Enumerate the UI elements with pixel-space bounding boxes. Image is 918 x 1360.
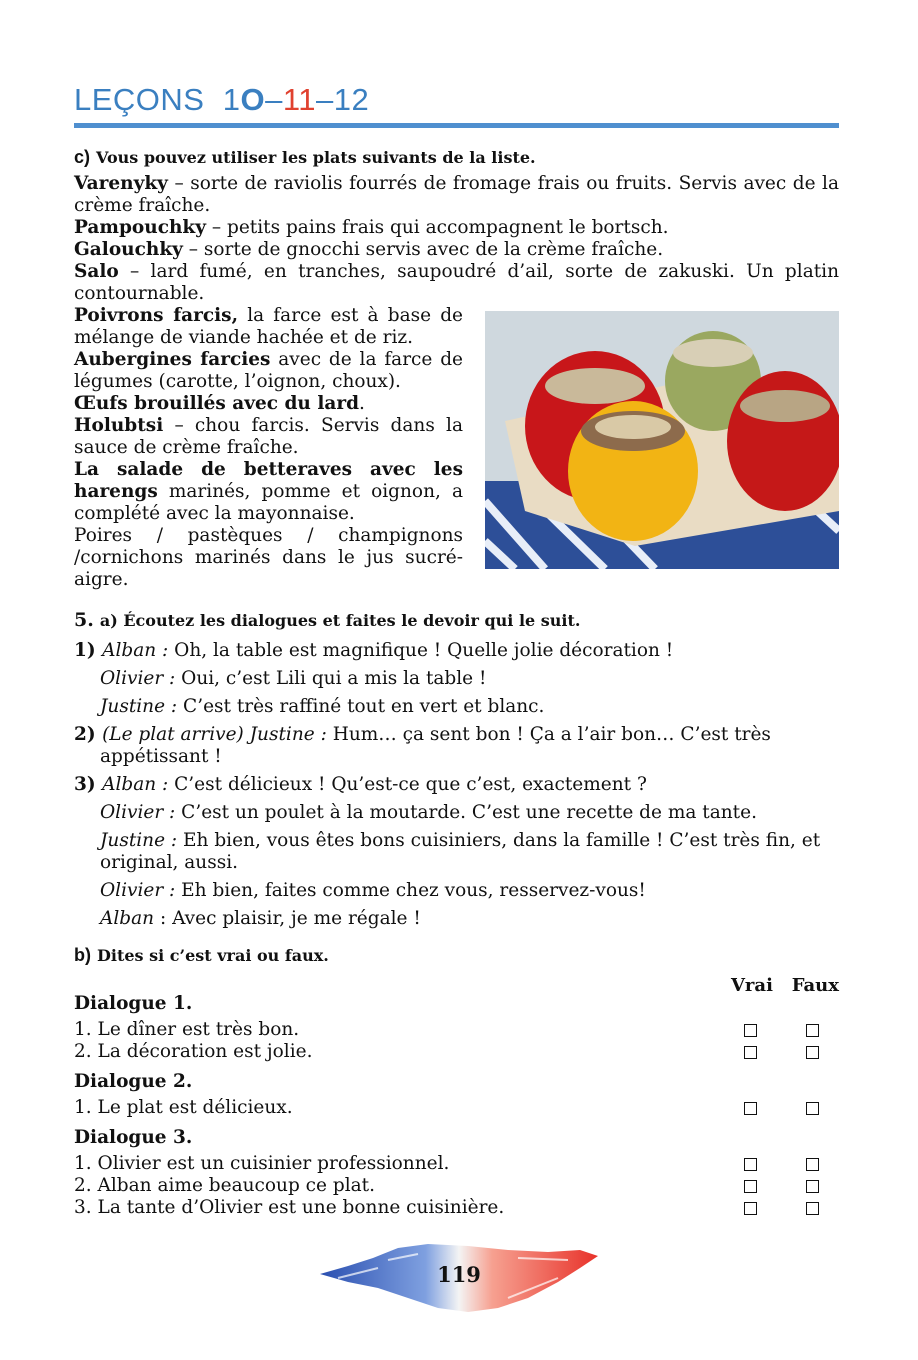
dish-name: Holubtsi [74, 415, 164, 436]
dish-description: marinés, pomme et oignon, a complété avec la mayonnaise. [74, 481, 463, 524]
header-dash: – [316, 82, 334, 117]
dialogue-text: Oh, la table est magnifique ! Quelle jolie décoration ! [168, 640, 674, 661]
page-content [74, 146, 839, 1219]
section-title: Dites si c’est vrai ou faux. [97, 946, 329, 965]
section-letter: c) [74, 147, 91, 167]
header-o: O [240, 82, 266, 117]
dish-item [74, 239, 839, 261]
speaker: Olivier : [100, 802, 176, 823]
vrai-checkbox[interactable] [744, 1202, 757, 1215]
dish-description: . [359, 393, 365, 414]
dish-description: la farce est à base de mélange de viande hachée et de riz. [74, 305, 463, 348]
dish-name: Varenyky [74, 173, 168, 194]
true-false-exercise [74, 975, 839, 1219]
faux-checkbox[interactable] [806, 1024, 819, 1037]
statement-text: 1. Le plat est délicieux. [74, 1097, 293, 1118]
speaker: Olivier : [100, 668, 176, 689]
dish-name: La salade de betteraves avec les harengs [74, 459, 463, 502]
dialogue-title: Dialogue 3. [74, 1127, 193, 1148]
dialogue-text: Hum… ça sent bon ! Ça a l’air bon… C’est très appétissant ! [100, 724, 771, 767]
exercise-number: 5. [74, 609, 94, 631]
statement-text: 2. La décoration est jolie. [74, 1041, 313, 1062]
true-false-body [74, 993, 839, 1219]
dish-list [74, 173, 839, 591]
dish-name: Pampouchky [74, 217, 206, 238]
section-b-heading [74, 944, 839, 967]
header-n12: 12 [333, 82, 370, 117]
faux-checkbox[interactable] [806, 1180, 819, 1193]
vrai-checkbox[interactable] [744, 1180, 757, 1193]
dialogue-line [74, 802, 839, 824]
dialogues [74, 640, 839, 930]
dialogue-number: 1) [74, 640, 103, 661]
faux-checkbox[interactable] [806, 1158, 819, 1171]
dish-name: Œufs brouillés avec du lard [74, 393, 360, 414]
statement-row [74, 1041, 839, 1063]
speaker: Justine : [100, 696, 178, 717]
dialogue-line [74, 724, 839, 768]
header-lecons: LEÇONS [74, 82, 205, 117]
dialogue-title: Dialogue 1. [74, 993, 193, 1014]
header-dash: – [265, 82, 283, 117]
dialogue-title: Dialogue 2. [74, 1071, 193, 1092]
stuffed-peppers-photo [485, 311, 839, 569]
lesson-header [74, 82, 369, 118]
dish-description: Poires / pastèques / champignons /cornichons marinés dans le jus sucré-aigre. [74, 525, 463, 590]
faux-checkbox[interactable] [806, 1202, 819, 1215]
dialogue-line [74, 880, 839, 902]
dish-description: – sorte de raviolis fourrés de fromage frais ou fruits. Servis avec de la crème fraîche. [74, 173, 839, 216]
dialogue-line [74, 908, 839, 930]
dish-item [74, 173, 839, 217]
dialogue-number: 2) [74, 724, 103, 745]
exercise-title: a) Écoutez les dialogues et faites le devoir qui le suit. [99, 611, 581, 630]
statement-text: 3. La tante d’Olivier est une bonne cuisinière. [74, 1197, 505, 1218]
statement-row [74, 1097, 839, 1119]
dish-item [74, 261, 839, 305]
speaker: Alban [100, 908, 155, 929]
section-c-heading [74, 146, 839, 169]
dialogue-number: 3) [74, 774, 103, 795]
vrai-checkbox[interactable] [744, 1102, 757, 1115]
dialogue-text: C’est très raffiné tout en vert et blanc. [177, 696, 545, 717]
statement-text: 1. Le dîner est très bon. [74, 1019, 300, 1040]
statement-row [74, 1019, 839, 1041]
dish-description: – petits pains frais qui accompagnent le bortsch. [205, 217, 669, 238]
dish-description: – chou farcis. Servis dans la sauce de crème fraîche. [74, 415, 463, 458]
dialogue-text: : Avec plaisir, je me régale ! [154, 908, 421, 929]
dish-name: Galouchky [74, 239, 183, 260]
dialogue-text: Eh bien, vous êtes bons cuisiniers, dans la famille ! C’est très fin, et original, aussi. [100, 830, 821, 873]
speaker: Justine : [100, 830, 178, 851]
dish-name: Salo [74, 261, 119, 282]
speaker: Alban : [102, 640, 169, 661]
statement-row [74, 1175, 839, 1197]
statement-row [74, 1153, 839, 1175]
dialogue-line [74, 774, 839, 796]
header-rule [74, 123, 839, 128]
speaker: Alban : [102, 774, 169, 795]
speaker: (Le plat arrive) Justine : [102, 724, 327, 745]
dialogue-text: C’est un poulet à la moutarde. C’est une recette de ma tante. [175, 802, 757, 823]
vrai-checkbox[interactable] [744, 1024, 757, 1037]
dialogue-text: Eh bien, faites comme chez vous, resservez-vous! [175, 880, 646, 901]
statement-text: 1. Olivier est un cuisinier professionnel. [74, 1153, 450, 1174]
dialogue-line [74, 640, 839, 662]
faux-checkbox[interactable] [806, 1102, 819, 1115]
dialogue-line [74, 696, 839, 718]
vrai-checkbox[interactable] [744, 1158, 757, 1171]
dish-item [74, 217, 839, 239]
dish-description: – lard fumé, en tranches, saupoudré d’ail, sorte de zakuski. Un platin contournable. [74, 261, 839, 304]
col-vrai: Vrai [730, 975, 773, 996]
header-n11: 11 [282, 82, 317, 117]
dialogue-text: Oui, c’est Lili qui a mis la table ! [175, 668, 487, 689]
header-n1: 1 [222, 82, 241, 117]
section-letter: b) [74, 945, 91, 965]
dialogue-text: C’est délicieux ! Qu’est-ce que c’est, exactement ? [168, 774, 647, 795]
dialogue-line [74, 830, 839, 874]
faux-checkbox[interactable] [806, 1046, 819, 1059]
vrai-checkbox[interactable] [744, 1046, 757, 1059]
dish-description: – sorte de gnocchi servis avec de la crème fraîche. [182, 239, 664, 260]
page-number: 119 [437, 1262, 481, 1287]
dish-name: Poivrons farcis, [74, 305, 239, 326]
col-faux: Faux [791, 975, 839, 996]
statement-row [74, 1197, 839, 1219]
statement-text: 2. Alban aime beaucoup ce plat. [74, 1175, 375, 1196]
exercise-5-heading [74, 609, 839, 632]
speaker: Olivier : [100, 880, 176, 901]
dialogue-line [74, 668, 839, 690]
section-title: Vous pouvez utiliser les plats suivants de la liste. [96, 148, 536, 167]
dish-name: Aubergines farcies [74, 349, 271, 370]
dish-description: avec de la farce de légumes (carotte, l’oignon, choux). [74, 349, 463, 392]
